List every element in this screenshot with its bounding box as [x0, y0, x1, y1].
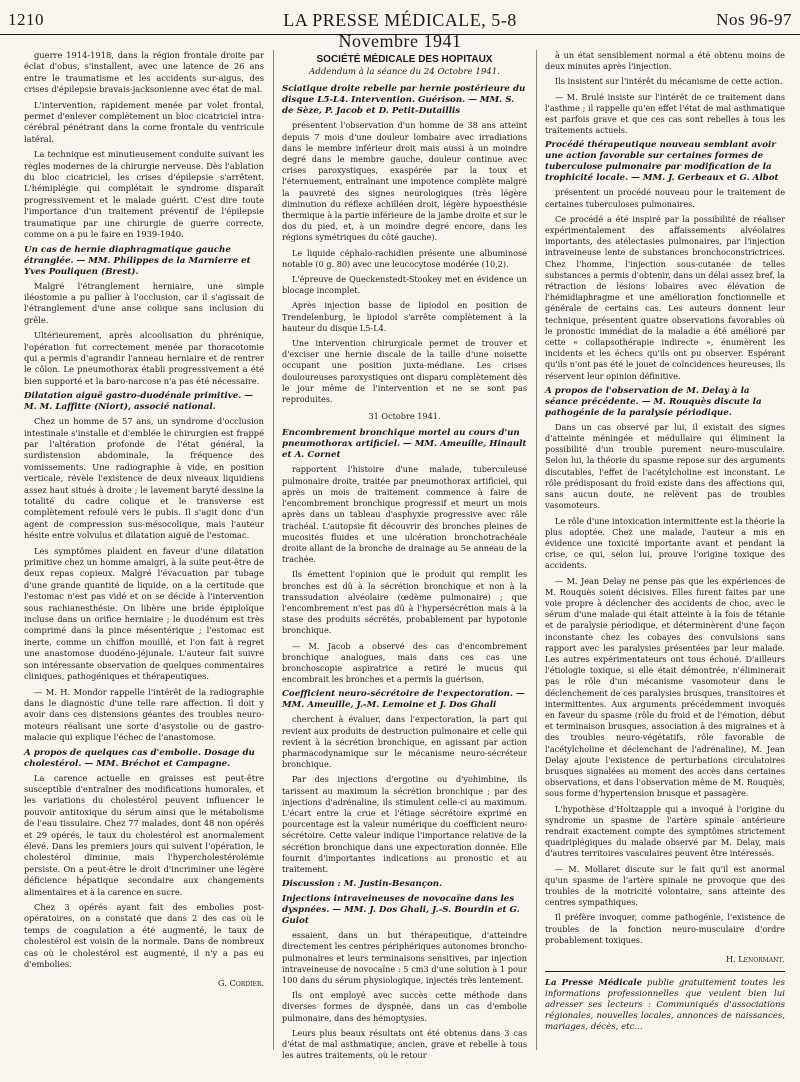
paragraph: cherchent à évaluer, dans l'expectoration, la part qui revient aux produits de destruction pulmonaire et celle qui revient à la sécrétion bronchique, en agissant par action pharmacodynamique sur le mécanisme neuro-sécréteur bronchique. [282, 714, 527, 770]
paragraph: Ils insistent sur l'intérêt du mécanisme de cette action. [555, 76, 783, 87]
article-heading: Dilatation aiguë gastro-duodénale primitive. — M. M. Laffitte (Niort), associé national. [24, 391, 253, 413]
paragraph: Une intervention chirurgicale permet de trouver et d'exciser une hernie discale de la taille d'une noisette occupant une position juxta-médiane. Les crises douloureuses paroxystiques ont disparu complètement dès le jour même de l'intervention et ne se sont pas reproduites. [282, 338, 527, 405]
signature: G. Cordier. [217, 978, 264, 989]
paragraph: Leurs plus beaux résultats ont été obtenus dans 3 cas d'état de mal asthmatique, ancien, grave et rebelle à tous les autres traitements, où le retour [282, 1027, 527, 1061]
article-heading: Discussion : M. Justin-Besançon. [282, 879, 443, 890]
paragraph: L'épreuve de Queckenstedt-Stookey met en évidence un blocage incomplet. [282, 274, 527, 296]
section-title: SOCIÉTÉ MÉDICALE DES HOPITAUX [316, 54, 493, 65]
paragraph: Ultérieurement, après alcoolisation du phrénique, l'opération fut correctement menée par thoracotomie qui a permis d'agrandir l'anneau herniaire et de rentrer le côlon. Le pneumothorax établi progressivement a été bien supporté et la baro-narcose n'a pas été nécessaire. [24, 330, 264, 386]
paragraph: Chez 3 opérés ayant fait des embolies post-opératoires, on a constaté que dans 2 des cas où le temps de coagulation a été augmenté, le taux de cholestérol est voisin de la normale. Dans de nombreux cas où le cholestérol est augmenté, il n'y a pas eu d'embolies. [24, 902, 264, 970]
notice-rule [545, 971, 785, 972]
paragraph: — M. Brulé insiste sur l'intérêt de ce traitement dans l'asthme ; il rappelle qu'en effet l'état de mal asthmatique est parfois grave et que ces cas sont rebelles à tous les traitements actuels. [545, 91, 785, 136]
paragraph: présentent un procédé nouveau pour le traitement de certaines tuberculoses pulmonaires. [545, 187, 785, 209]
column-divider [536, 50, 537, 1050]
paragraph: — M. H. Mondor rappelle l'intérêt de la radiographie dans le diagnostic d'une telle rare affection. Il doit y avoir dans ces distensions géantes des troubles neuro-moteurs réalisant une sorte d'asystolie ou de gastro-malacie qui explique l'échec de l'anastomose. [24, 686, 264, 743]
paragraph: Dans un cas observé par lui, il existait des signes d'atteinte méningée et médullaire qui éliminent la possibilité d'un trouble purement neuro-musculaire. Selon lui, la théorie du spasme repose sur des arguments discutables, l'effet de l'acétylcholine est inconstant. Le rôle prédisposant du froid existe dans des affections qui, sans aucun doute, ne relèvent pas de troubles vasomoteurs. [545, 421, 785, 511]
notice-brand: La Presse Médicale [545, 978, 643, 989]
paragraph: Ils ont employé avec succès cette méthode dans diverses formes de dyspnée, dans un cas d'embolie pulmonaire, dans des hémoptysies. [282, 990, 527, 1023]
column-right-body [545, 50, 785, 965]
article-heading: Un cas de hernie diaphragmatique gauche étranglée. — MM. Philippes de la Marnierre et Yves Pouliquen (Brest). [24, 244, 251, 277]
paragraph: Malgré l'étranglement herniaire, une simple iléostomie a pu pallier à l'occlusion, car il s'agissait de l'étranglement d'une anse colique sans inclusion du grêle. [24, 280, 264, 325]
session-date: 31 Octobre 1941. [368, 411, 441, 422]
article-heading: Encombrement bronchique mortel au cours d'un pneumothorax artificiel. — MM. Ameuille, Hinault et A. Cornet [282, 428, 527, 461]
issue-number: Nos 96-97 [716, 10, 792, 29]
paragraph: Il préfère invoquer, comme pathogénie, l'existence de troubles de la fonction neuro-musculaire d'ordre probablement toxiques. [545, 912, 785, 945]
paragraph: — M. Jacob a observé des cas d'encombrement bronchique analogues, mais dans ces cas une bronchoscopie aspiratrice a retiré le mucus qui encombrait les bronches et a permis la guérison. [282, 640, 527, 685]
page-number-left: 1210 [8, 10, 44, 29]
paragraph: La technique est minutieusement conduite suivant les règles modernes de la chirurgie nerveuse. Dès l'ablation du bloc cicatriciel, les crises d'épilepsie s'arrêtent. L'hémiplégie qui complétait le syndrome disparaît progressivement et le malade guérit. C'est dire toute l'importance d'un traitement préventif de l'épilepsie traumatique par une chirurgie de guerre correcte, comme on a pu le faire en 1939-1940. [24, 149, 264, 240]
article-heading: A propos de quelques cas d'embolie. Dosage du cholestérol. — MM. Bréchot et Campagne. [24, 747, 255, 769]
paragraph: Par des injections d'ergotine ou d'yohimbine, ils tarissent au maximum la sécrétion bronchique ; par des injections d'adrénaline, ils stimulent celle-ci au maximum. L'écart entre la crue et l'étiage sécrétoire exprimé en pourcentage est la valeur numérique du coefficient neuro-sécrétoire. Cette valeur indique l'importance relative de la sécrétion bronchique dans une expectoration donnée. Elle fournit d'importantes indications au pronostic et au traitement. [282, 774, 527, 874]
paragraph: à un état sensiblement normal a été obtenu moins de deux minutes après l'injection. [545, 50, 785, 72]
paragraph: Ce procédé a été inspiré par la possibilité de réaliser expérimentalement des affaissements alvéolaires importants, des atélectasies pulmonaires, par l'injection intraveineuse lente de substances bronchoconstrictrices. Chez l'homme, l'injection sous-cutanée de telles substances a permis d'obtenir, dans un délai assez bref, la rétraction de lésions lobaires avec élévation de l'hémidiaphragme et une amélioration fonctionnelle et générale de certains cas. Les auteurs donnent leur technique, présentent quatre observations favorables où le pronostic immédiat de la maladie a été amélioré par cette « collapsothérapie indirecte », énumèrent les incidents et les échecs qu'ils ont pu observer. Espérant qu'ils n'ont pas été le jouet de coïncidences heureuses, ils réservent leur opinion définitive. [545, 213, 785, 381]
paragraph: — M. Jean Delay ne pense pas que les expériences de M. Rouquès soient décisives. Elles furent faites par une voie propre à déclencher des accidents de choc, avec le sérum d'une malade qui était atteinte à la fois de tétanie et de paralysie périodique, et déterminèrent d'une façon inconstante chez les cobayes des convulsions sans rapport avec les paralysies présentées par leur malade. Les autres expérimentateurs ont tous échoué. D'ailleurs l'étiologie toxique, si elle était démontrée, n'éliminerait pas le rôle d'un mécanisme vasomoteur dans le déclenchement de ces paralysies brusques, transitoires et intermittentes. Aux arguments précédemment invoqués en faveur du spasme (rôle du froid et de l'émotion, début et terminaison brusques, association à des migraines et à des troubles neuro-végétatifs, rôle favorable de l'acétylcholine et déclenchant de l'adrénaline), M. Jean Delay ajoute l'existence de perturbations circulatoires brusques signalées au moment des accès dans certaines observations, et dans l'observation même de M. Rouquès, sous forme d'hypertension brusque et passagère. [545, 575, 785, 799]
paragraph: essaient, dans un but thérapeutique, d'atteindre directement les centres périphériques autonomes broncho-pulmonaires et leurs terminaisons sensitives, par injection intraveineuse de novocaïne : 5 cm3 d'une solution à 1 pour 100 dans du sérum physiologique, injectés très lentement. [282, 930, 527, 985]
paragraph: Le liquide céphalo-rachidien présente une albuminose notable (0 g. 80) avec une leucocytose modérée (10,2). [282, 247, 527, 269]
paragraph: L'hypothèse d'Holtzapple qui a invoqué à l'origine du syndrome un spasme de l'artère spinale antérieure rendrait exactement compte des symptômes strictement quadriplégiques du malade observé par M. Delay, mais d'autres territoires vasculaires peuvent être intéressés. [545, 803, 785, 859]
article-heading: Coefficient neuro-sécrétoire de l'expectoration. — MM. Ameuille, J.-M. Lemoine et J. Dos Ghali [282, 689, 525, 711]
paragraph: présentent l'observation d'un homme de 38 ans atteint depuis 7 mois d'une douleur lombaire avec irradiations dans le membre inférieur droit mais aussi à un moindre degré dans le membre gauche, douleur continue avec crises paroxystiques, exaspérée par la toux et l'éternuement, entraînant une impotence complète malgré la pauvreté des signes neurologiques (très légère diminution du réflexe achilléen droit, légère hypoesthésie thermique à la partie inférieure de la jambe droite et sur le dos du pied, et, à un moindre degré encore, dans les régions symétriques du côté gauche). [282, 120, 527, 243]
paragraph: — M. Mollaret discute sur le fait qu'il est anormal qu'un spasme de l'artère spinale ne provoque que des troubles de la motricité volontaire, sans atteinte des centres sympathiques. [545, 863, 785, 908]
article-heading: Injections intraveineuses de novocaïne dans les dyspnées. — MM. J. Dos Ghali, J.-S. Bourdin et G. Guiot [282, 894, 520, 927]
notice-box [545, 978, 785, 1033]
column-right [545, 50, 785, 1033]
signature: H. Lenormant. [725, 954, 785, 965]
paragraph: guerre 1914-1918, dans la région frontale droite par éclat d'obus, s'installent, avec une latence de 26 ans entre le traumatisme et les accidents sur-aigus, des crises d'épilepsie bravais-jacksonienne avec état de mal. [24, 50, 264, 95]
paragraph: Ils émettent l'opinion que le produit qui remplit les bronches est dû à la sécrétion bronchique et non à la transsudation alvéolaire (œdème pulmonaire) ; que l'encombrement n'est pas dû à l'hypersécrétion mais à la stase des produits sécrétés, probablement par hypotonie bronchique. [282, 569, 527, 636]
column-divider [273, 50, 274, 1050]
paragraph: Le rôle d'une intoxication intermittente est la théorie la plus adoptée. Chez une malade, l'auteur a mis en évidence une toxicité importante avant et pendant la crise, ce qui, selon lui, prouve l'origine toxique des accidents. [545, 515, 785, 571]
column-middle [282, 50, 527, 1065]
article-heading: Sciatique droite rebelle par hernie postérieure du disque L5-L4. Intervention. Guérison. — MM. S. de Sèze, P. Jacob et D. Petit-Dutaillis [282, 84, 526, 117]
paragraph: La carence actuelle en graisses est peut-être susceptible d'entraîner des modifications humorales, et les variations du cholestérol peuvent influencer le pouvoir antitoxique du sérum ainsi que le métabolisme de l'eau tissulaire. Chez 77 malades, dont 48 non opérés et 29 opérés, le taux du cholestérol est anormalement élevé. Dans les premiers jours qui suivent l'opération, le cholestérol diminue, mais l'hypercholestérolémie persiste. On a peut-être le droit d'incriminer une légère déficience hépatique secondaire aux changements alimentaires et à la carence en sucre. [24, 772, 264, 897]
column-left [24, 50, 264, 990]
paragraph: rapportent l'histoire d'une malade, tuberculeuse pulmonaire droite, traitée par pneumothorax artificiel, qui après un mois de traitement commence à faire de l'encombrement bronchique progressif et meurt un mois après dans un tableau d'asphyxie progressive avec râle trachéal. L'autopsie fit découvrir des bronches pleines de mucosités fluides et une ulcération bronchotrachéale droite allant de la bronche de drainage au 5e anneau de la trachée. [282, 464, 527, 565]
article-heading: Procédé thérapeutique nouveau semblant avoir une action favorable sur certaines formes de tuberculose pulmonaire par modification de la trophicité locale. — MM. J. Gerbeaux et G. Albot [545, 140, 779, 184]
notice-text: publie gratuitement toutes les informations professionnelles que veulent bien lui adresser ses lecteurs : Communiqués d'associations régionales, nouvelles locales, annonces de naissances, mariages, décès, etc... [545, 978, 785, 1033]
paragraph: Chez un homme de 57 ans, un syndrome d'occlusion intestinale s'installe et d'emblée le chirurgien est frappé par l'altération profonde de l'état général, la surdistension abdominale, la fréquence des vomissements. Une radiographie à vide, en position verticale, révèle l'existence de deux niveaux liquidiens assez haut situés à droite ; le lavement baryté dessine la totalité du cadre colique et le transverse est complètement refoulé vers le pubis. Il s'agit donc d'un agent de compression sus-mésocolique, mais l'auteur hésite entre volvulus et dilatation aiguë de l'estomac. [24, 416, 264, 541]
paragraph: L'intervention, rapidement menée par volet frontal, permet d'enlever complètement un bloc cicatriciel intra-cérébral pénétrant dans la corne frontale du ventricule latéral. [24, 99, 264, 144]
paragraph: Après injection basse de lipiodol en position de Trendelenburg, le lipiodol s'arrête complètement à la hauteur du disque L5-L4. [282, 300, 527, 333]
section-subtitle: Addendum à la séance du 24 Octobre 1941. [309, 67, 500, 78]
running-header [0, 8, 800, 51]
article-heading: A propos de l'observation de M. Delay à la séance précédente. — M. Rouquès discute la pathogénie de la paralysie périodique. [545, 385, 762, 418]
journal-title: LA PRESSE MÉDICALE, 5-8 Novembre 1941 [283, 10, 517, 51]
paragraph: Les symptômes plaident en faveur d'une dilatation primitive chez un homme amaigri, à la suite peut-être de deux repas copieux. Malgré l'évacuation par tubage d'une grande quantité de liquide, on a la certitude que l'estomac n'est pas vidé et on se décide à l'intervention sous rachianesthésie. On libère une bride épiploïque incluse dans un orifice herniaire ; le duodénum est très comprimé dans la pince mésentérique ; l'estomac est inerte, comme un chiffon mouillé, et l'on fait à regret une anastomose duodéno-jéjunale. L'auteur fait suivre son intéressante observation de quelques commentaires cliniques, pathogéniques et thérapeutiques. [24, 545, 264, 682]
